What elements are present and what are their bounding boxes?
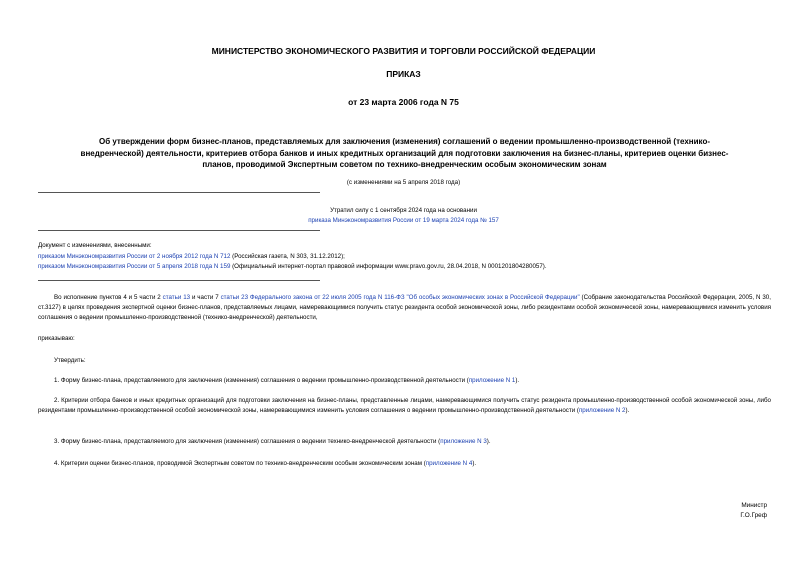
title-line: внедренческой) деятельности, критериев отбора банков и иных кредитных организаций для подготовки заключения на бизнес-планы, критериев оценки бизнес- [80,148,729,158]
signatory-position: Министр [741,502,767,509]
amendment-item [38,252,771,263]
preamble-text: (Собрание законодательства Российской Федерации, 2005, N 30, ст.3127) в целях проведения экспертной оценки бизнес-планов, представляемых лицами, намеревающимися получить статус резидента особой экономической зоны, либо резидентами особой экономической зоны, намеревающимися изменить условия соглашения о ведении промышленно-производственной (технико-внедренческой) деятельности, [38,294,771,322]
amendment-link[interactable]: приказом Минэкономразвития России от 2 ноября 2012 года N 712 [38,252,231,260]
item-text: 4. Критерии оценки бизнес-планов, проводимой Экспертным советом по технико-внедренческим особым экономическим зонам ( [54,460,426,467]
divider [38,280,320,281]
item-tail: ). [515,377,520,384]
divider [38,192,320,193]
document-title [38,136,771,171]
order-item [38,437,771,447]
revision-note: (с изменениями на 5 апреля 2018 года) [346,179,461,186]
title-line: планов, проводимой Экспертным советом по технико-внедренческим особым экономическим зонам [202,160,607,169]
signature-block [740,501,767,521]
appendix-link[interactable]: приложение N 4 [425,460,473,467]
appendix-link[interactable]: приложение N 2 [578,407,626,415]
preamble-text: Во исполнение пунктов 4 и 5 части 2 [54,294,163,301]
approve-word: Утвердить: [54,357,86,364]
preamble-paragraph [38,293,771,324]
appendix-link[interactable]: приложение N 3 [440,438,487,445]
article-13-link[interactable]: статьи 13 [162,294,191,301]
appendix-link[interactable]: приложение N 1 [468,377,516,384]
document-type: ПРИКАЗ [386,69,421,79]
amendment-link[interactable]: приказом Минэкономразвития России от 5 апреля 2018 года N 159 [38,263,231,270]
order-item [38,459,771,469]
amendment-source: (Официальный интернет-портал правовой информации www.pravo.gov.ru, 28.04.2018, N 0001201804280057). [230,263,547,270]
item-text: 1. Форму бизнес-плана, представляемого для заключения (изменения) соглашения о ведении промышленно-производственной деятельности ( [54,377,469,384]
expiry-link[interactable]: приказа Минэкономразвития России от 19 марта 2024 года № 157 [308,217,499,224]
title-line: Об утверждении форм бизнес-планов, представляемых для заключения (изменения) соглашений о ведении промышленно-производственной (технико- [99,137,710,146]
amendments-block [38,241,771,273]
ministry-heading: МИНИСТЕРСТВО ЭКОНОМИЧЕСКОГО РАЗВИТИЯ И ТОРГОВЛИ РОССИЙСКОЙ ФЕДЕРАЦИИ [211,46,596,56]
item-text: 2. Критерии отбора банков и иных кредитных организаций для подготовки заключения на бизнес-планы, представленные лицами, намеревающимися получить статус резидента промышленно-производственной особой экономической зоны, либо резидентами промышленно-производственной особой экономической зоны, намеревающимися изменить условия соглашения о ведении промышленно-производственной деятельности ( [38,397,771,415]
federal-law-link[interactable]: статьи 23 Федерального закона от 22 июля 2005 года N 116-ФЗ "Об особых экономических зонах в Российской Федерации" [220,294,580,301]
expiry-notice [0,215,807,226]
divider [38,230,320,231]
signatory-name: Г.О.Греф [740,512,767,519]
item-tail: ). [472,460,477,467]
amendments-intro: Документ с изменениями, внесенными: [38,242,152,249]
item-text: 3. Форму бизнес-плана, представляемого для заключения (изменения) соглашения о ведении технико-внедренческой деятельности ( [54,438,441,445]
item-tail: ). [625,407,630,415]
document-date-number: от 23 марта 2006 года N 75 [348,97,459,107]
amendment-item [38,262,771,273]
order-item [38,376,771,386]
expiry-text: Утратил силу с 1 сентября 2024 года на основании [330,207,477,214]
amendment-source: (Российская газета, N 303, 31.12.2012); [230,252,345,260]
order-item [38,396,771,416]
preamble-text: и части 7 [190,294,221,301]
order-word: приказываю: [38,335,75,342]
item-tail: ). [486,438,491,445]
